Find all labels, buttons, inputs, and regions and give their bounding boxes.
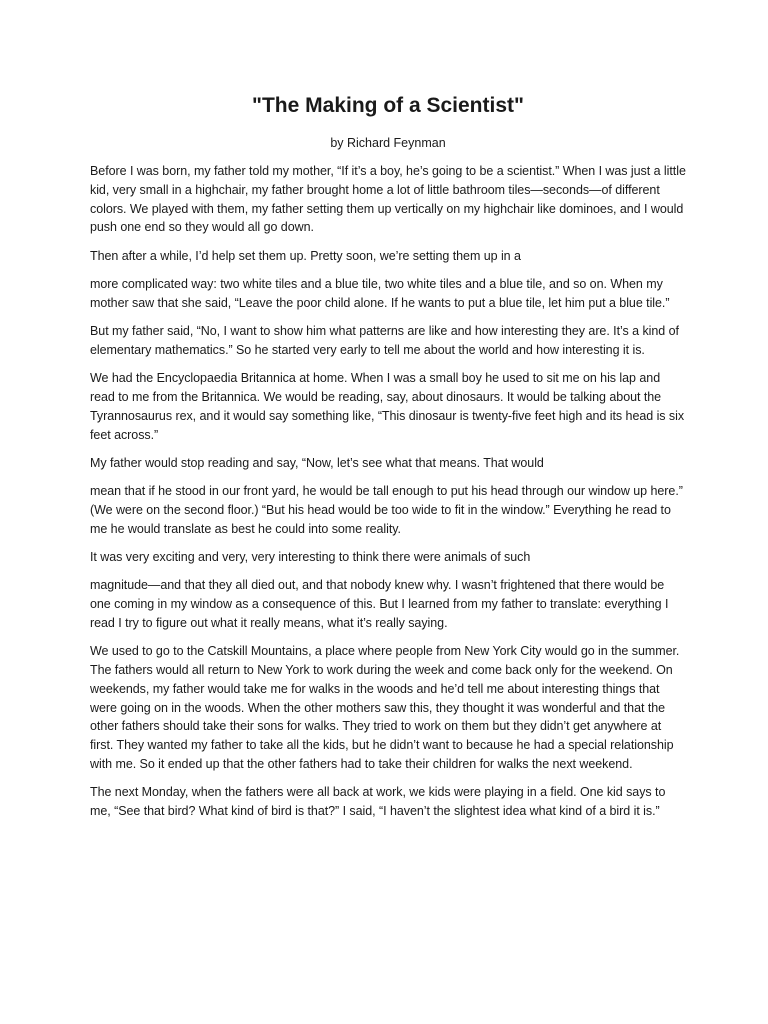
paragraph-4: But my father said, “No, I want to show him what patterns are like and how interesting they are. It’s a kind of elementary mathematics.” So he started very early to tell me about the world and how interesting it is. <box>90 324 679 357</box>
document-page <box>90 92 686 830</box>
paragraph-9: magnitude—and that they all died out, and that nobody knew why. I wasn’t frightened that there would be one coming in my window as a consequence of this. But I learned from my father to translate: everything I read I try to figure out what it really means, what it’s really saying. <box>90 578 669 630</box>
paragraph-8: It was very exciting and very, very interesting to think there were animals of such <box>90 550 531 565</box>
paragraph-10: We used to go to the Catskill Mountains, a place where people from New York City would go in the summer. The fathers would all return to New York to work during the week and come back only for the weekend. On weekends, my father would take me for walks in the woods and he’d tell me about interesting things that were going on in the woods. When the other mothers saw this, they thought it was wonderful and that the other fathers should take their sons for walks. They tried to work on them but they didn’t get anywhere at first. They wanted my father to take all the kids, but he didn’t want to because he had a special relationship with me. So it ended up that the other fathers had to take their children for walks the next weekend. <box>90 644 680 772</box>
paragraph-6: My father would stop reading and say, “Now, let’s see what that means. That would <box>90 455 544 470</box>
document-byline: by Richard Feynman <box>330 136 446 150</box>
paragraph-2: Then after a while, I’d help set them up. Pretty soon, we’re setting them up in a <box>90 248 521 263</box>
paragraph-11: The next Monday, when the fathers were all back at work, we kids were playing in a field. One kid says to me, “See that bird? What kind of bird is that?” I said, “I haven’t the slightest idea what kind of a bird it is.” <box>90 785 666 819</box>
paragraph-5: We had the Encyclopaedia Britannica at home. When I was a small boy he used to sit me on his lap and read to me from the Britannica. We would be reading, say, about dinosaurs. It would be talking about the Tyrannosaurus rex, and it would say something like, “This dinosaur is twenty-five feet high and its head is six feet across.” <box>90 371 685 442</box>
paragraph-1: Before I was born, my father told my mother, “If it’s a boy, he’s going to be a scientist.” When I was just a little kid, very small in a highchair, my father brought home a lot of little bathroom tiles—seconds—of different colors. We played with them, my father setting them up vertically on my highchair like dominoes, and I would push one end so they would all go down. <box>90 164 686 235</box>
paragraph-3: more complicated way: two white tiles and a blue tile, two white tiles and a blue tile, and so on. When my mother saw that she said, “Leave the poor child alone. If he wants to put a blue tile, let him put a blue tile.” <box>90 276 670 310</box>
paragraph-7: mean that if he stood in our front yard, he would be tall enough to put his head through our window up here.” (We were on the second floor.) “But his head would be too wide to fit in the window.” Everything he read to me he would translate as best he could into some reality. <box>90 484 683 536</box>
document-title: "The Making of a Scientist" <box>252 94 524 117</box>
